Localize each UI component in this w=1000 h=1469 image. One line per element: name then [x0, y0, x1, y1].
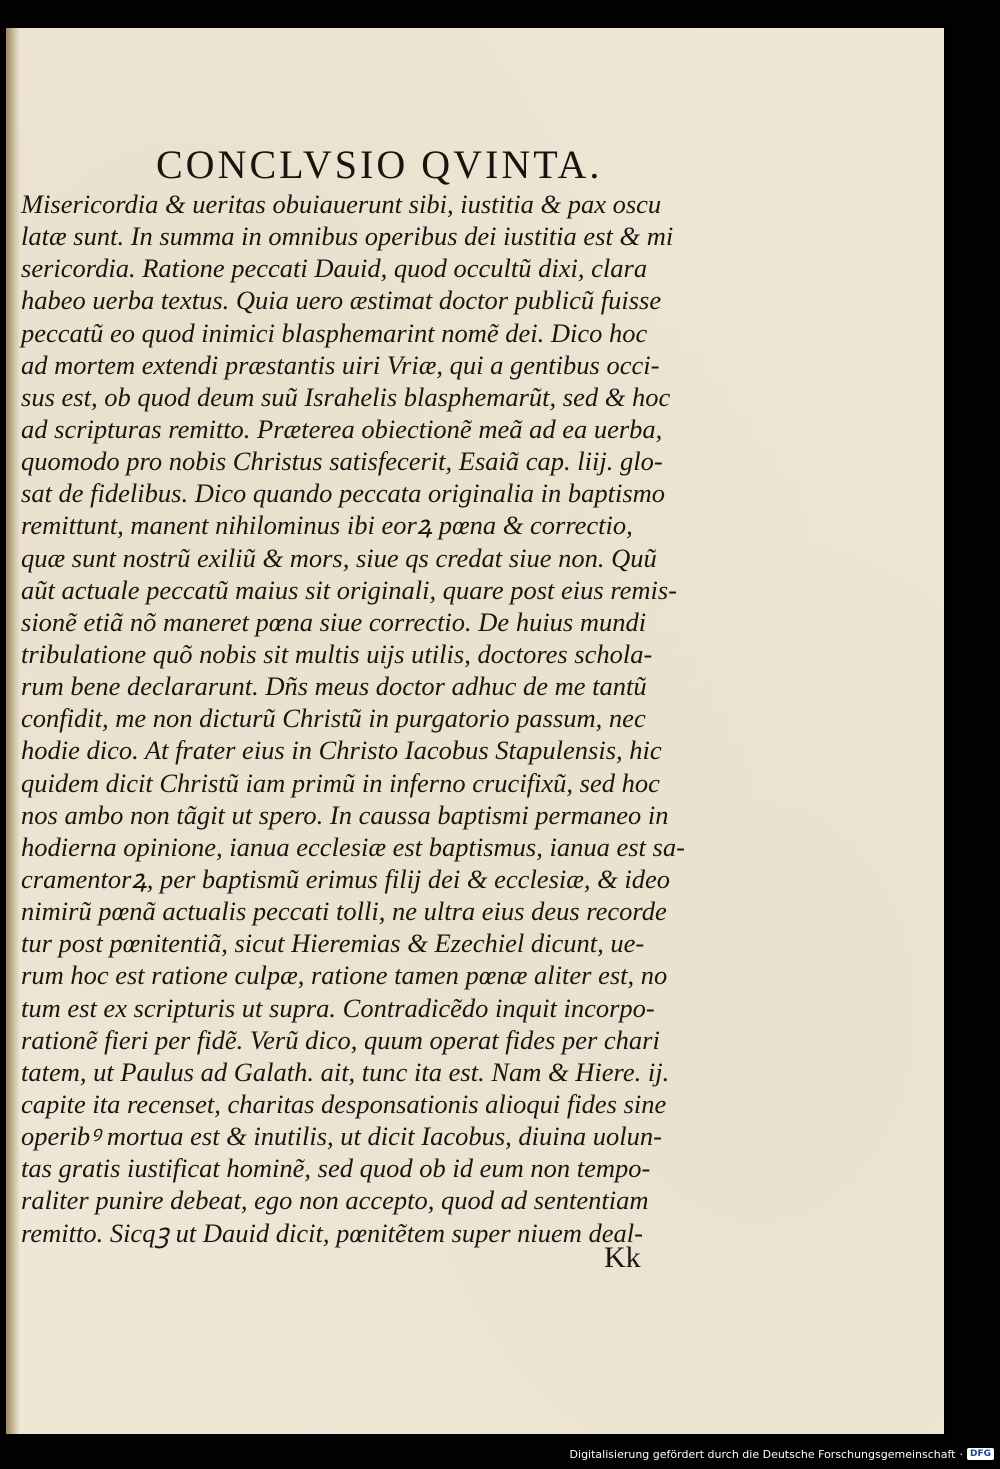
text-line: rum hoc est ratione culpæ, ratione tamen pœnæ aliter est, no — [21, 960, 668, 991]
text-line: nos ambo non tãgit ut spero. In caussa baptismi permaneo in — [21, 799, 669, 830]
text-line: sat de fidelibus. Dico quando peccata originalia in baptismo — [21, 478, 666, 509]
text-line: quomodo pro nobis Christus satisfecerit, Esaiã cap. liij. glo- — [21, 446, 663, 477]
text-line: remittunt, manent nihilominus ibi eorꝝ pœna & correctio, — [21, 510, 633, 541]
text-line: rationẽ fieri per fidẽ. Verũ dico, quum operat fides per chari — [21, 1024, 660, 1055]
page-heading: CONCLVSIO QVINTA. — [156, 142, 603, 187]
text-line: hodie dico. At frater eius in Christo Iacobus Stapulensis, hic — [21, 735, 662, 766]
text-line: sericordia. Ratione peccati Dauid, quod occultũ dixi, clara — [21, 253, 648, 284]
book-page — [6, 28, 944, 1434]
text-line: tribulatione quõ nobis sit multis uijs utilis, doctores schola- — [21, 638, 653, 669]
digitization-credit — [570, 1443, 994, 1465]
text-line: nimirũ pœnã actualis peccati tolli, ne ultra eius deus recorde — [21, 896, 667, 927]
text-line: confidit, me non dicturũ Christũ in purgatorio passum, nec — [21, 703, 646, 734]
text-line: Misericordia & ueritas obuiauerunt sibi, iustitia & pax oscu — [21, 189, 662, 219]
text-line: tur post pœnitentiã, sicut Hieremias & Ezechiel dicunt, ue- — [21, 928, 645, 959]
text-line: tatem, ut Paulus ad Galath. ait, tunc ita est. Nam & Hiere. ij. — [21, 1056, 670, 1087]
text-line: sionẽ etiã nõ maneret pœna siue correctio. De huius mundi — [21, 606, 647, 637]
text-line: operibꝰ mortua est & inutilis, ut dicit Iacobus, diuina uolun- — [21, 1121, 662, 1152]
text-line: cramentorꝝ, per baptismũ erimus filij dei & ecclesiæ, & ideo — [21, 863, 671, 894]
text-line: tas gratis iustificat hominẽ, sed quod ob id eum non tempo- — [21, 1153, 651, 1184]
text-line: peccatũ eo quod inimici blasphemarint nomẽ dei. Dico hoc — [21, 317, 648, 348]
text-line: aũt actuale peccatũ maius sit originali, quare post eius remis- — [21, 574, 678, 605]
text-line: raliter punire debeat, ego non accepto, quod ad sententiam — [21, 1185, 649, 1216]
page-binding-edge — [6, 28, 20, 1434]
text-line: capite ita recenset, charitas desponsationis alioqui fides sine — [21, 1088, 667, 1119]
credit-text: Digitalisierung gefördert durch die Deutsche Forschungsgemeinschaft — [569, 1447, 956, 1461]
text-line: sus est, ob quod deum suũ Israhelis blasphemarũt, sed & hoc — [21, 381, 671, 412]
text-line: rum bene declararunt. Dñs meus doctor adhuc de me tantũ — [21, 671, 647, 702]
text-line: ad scripturas remitto. Præterea obiectionẽ meã ad ea uerba, — [21, 413, 663, 444]
text-line: remitto. Sicqꝫ ut Dauid dicit, pœnitẽtem super niuem deal- — [21, 1217, 643, 1248]
body-text — [21, 188, 721, 1249]
text-line: latæ sunt. In summa in omnibus operibus dei iustitia est & mi — [21, 221, 674, 252]
dfg-logo: DFG — [967, 1448, 994, 1460]
text-line: quidem dicit Christũ iam primũ in inferno crucifixũ, sed hoc — [21, 767, 660, 798]
text-line: quæ sunt nostrũ exiliũ & mors, siue qs credat siue non. Quũ — [21, 542, 657, 573]
text-line: habeo uerba textus. Quia uero æstimat doctor publicũ fuisse — [21, 285, 662, 316]
text-line: tum est ex scripturis ut supra. Contradicẽdo inquit incorpo- — [21, 992, 655, 1023]
text-line: hodierna opinione, ianua ecclesiæ est baptismus, ianua est sa- — [21, 831, 685, 862]
text-line: ad mortem extendi præstantis uiri Vriæ, qui a gentibus occi- — [21, 349, 660, 380]
catchword: Kk — [604, 1241, 641, 1274]
separator-dot: · — [959, 1447, 963, 1461]
